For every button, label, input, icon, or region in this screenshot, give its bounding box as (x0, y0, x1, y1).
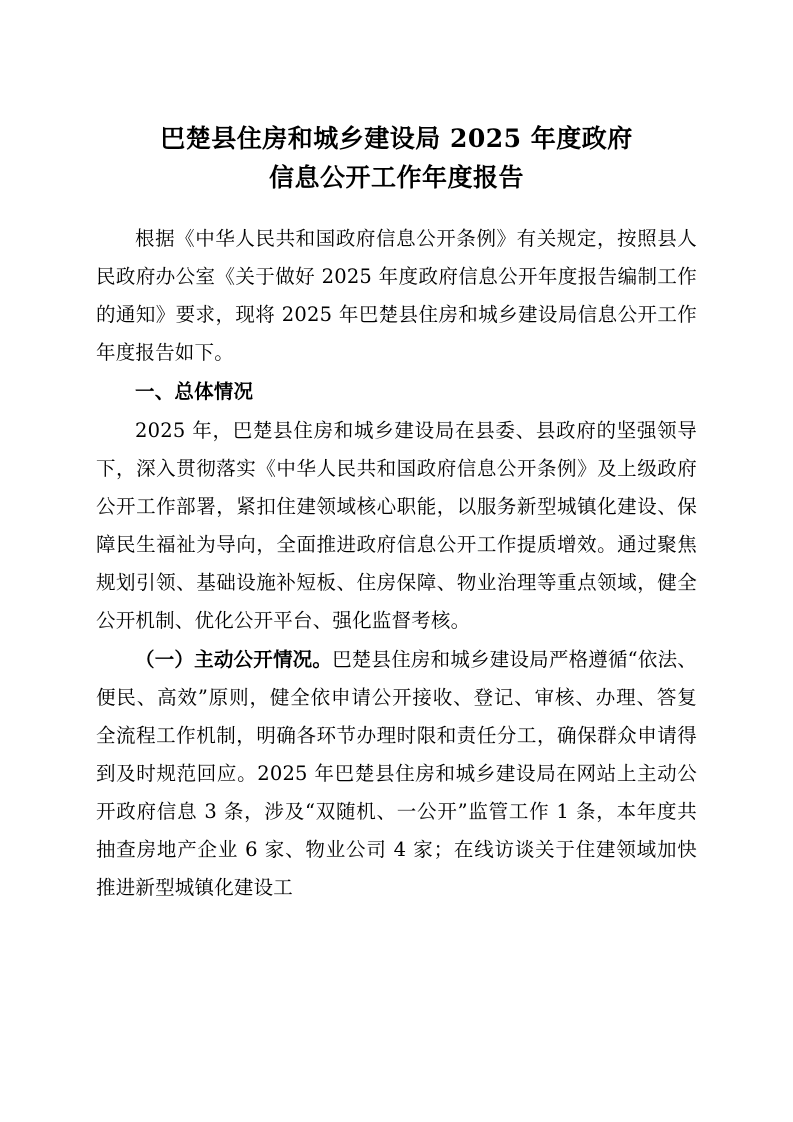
section-heading-overall: 一、总体情况 (135, 379, 254, 403)
title-line-2: 信息公开工作年度报告 (268, 162, 524, 192)
page-title (96, 120, 697, 198)
paragraph-initiative-disclosure-body: 巴楚县住房和城乡建设局严格遵循“依法、便民、高效”原则，健全依申请公开接收、登记、审核、办理、答复全流程工作机制，明确各环节办理时限和责任分工，确保群众申请得到及时规范回应。2025 年巴楚县住房和城乡建设局在网站上主动公开政府信息 3 条，涉及“双随机、一公开”监管工作 1 条，本年度共抽查房地产企业 6 家、物业公司 4 家；在线访谈关于住建领域加快推进新型城镇化建设工 (96, 647, 697, 899)
subsection-heading-initiative-disclosure: （一）主动公开情况。 (135, 647, 333, 671)
paragraph-overall-situation: 2025 年，巴楚县住房和城乡建设局在县委、县政府的坚强领导下，深入贯彻落实《中华人民共和国政府信息公开条例》及上级政府公开工作部署，紧扣住建领域核心职能，以服务新型城镇化建设、保障民生福祉为导向，全面推进政府信息公开工作提质增效。通过聚焦规划引领、基础设施补短板、住房保障、物业治理等重点领域，健全公开机制、优化公开平台、强化监督考核。 (96, 418, 697, 632)
paragraph-initiative-disclosure (96, 641, 697, 907)
paragraph-intro: 根据《中华人民共和国政府信息公开条例》有关规定，按照县人民政府办公室《关于做好 2025 年度政府信息公开年度报告编制工作的通知》要求，现将 2025 年巴楚县住房和城乡建设局信息公开工作年度报告如下。 (96, 226, 697, 364)
title-line-1: 巴楚县住房和城乡建设局 2025 年度政府 (160, 124, 633, 153)
